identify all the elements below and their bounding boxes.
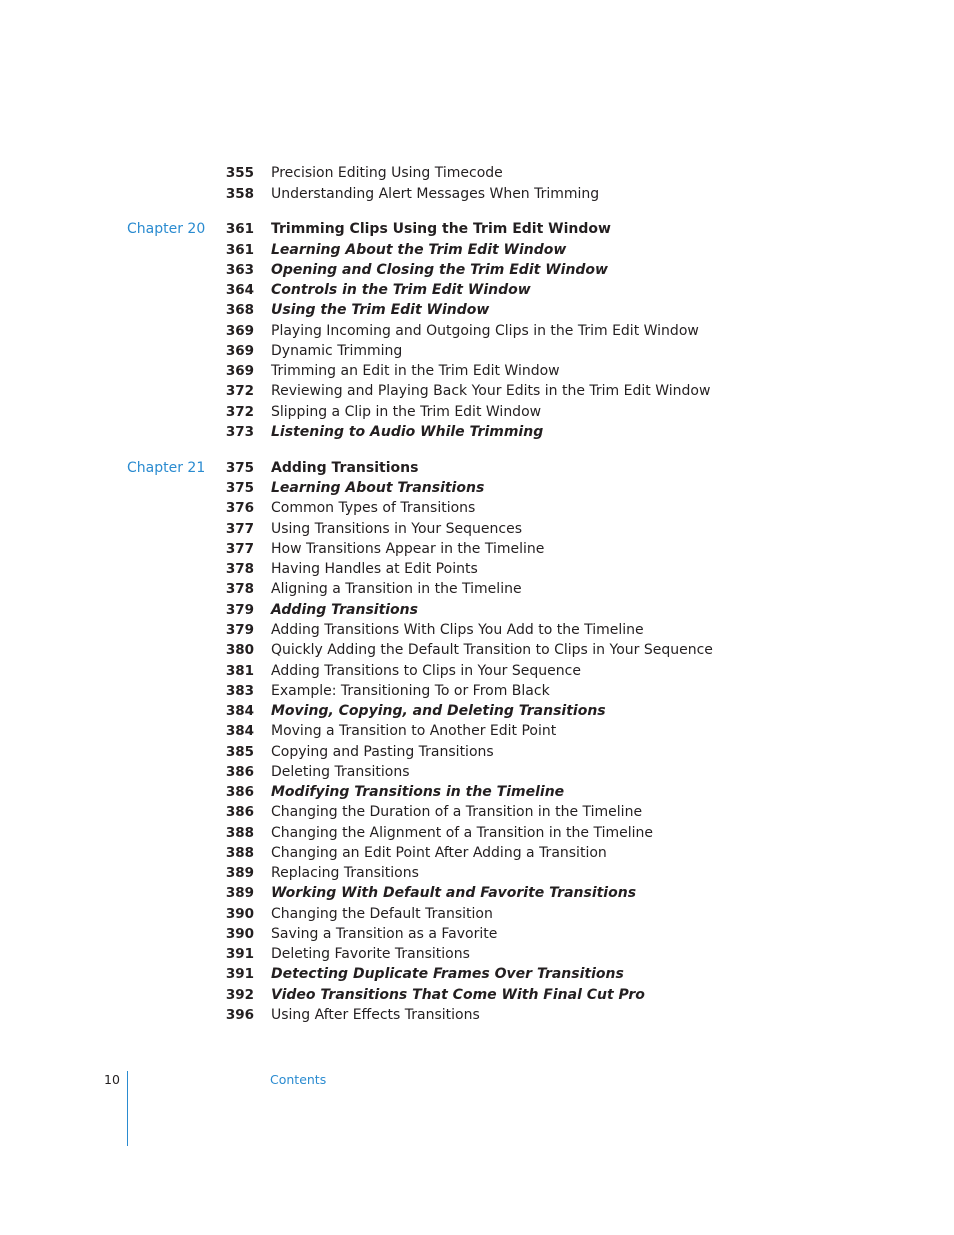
toc-entry-title[interactable]: Copying and Pasting Transitions [271, 744, 494, 760]
toc-entry-title[interactable]: Changing an Edit Point After Adding a Transition [271, 845, 607, 861]
toc-page-number: 389 [225, 865, 254, 881]
toc-page-number: 375 [225, 460, 254, 476]
toc-page-number: 392 [225, 987, 254, 1003]
toc-entry-title[interactable]: Opening and Closing the Trim Edit Window [271, 262, 608, 278]
toc-entry-row[interactable] [0, 620, 954, 640]
toc-entry-title[interactable]: Replacing Transitions [271, 865, 419, 881]
toc-entry-row[interactable] [0, 904, 954, 924]
toc-page-number: 396 [225, 1007, 254, 1023]
toc-page-number: 368 [225, 302, 254, 318]
toc-entry-row[interactable] [0, 681, 954, 701]
toc-entry-row[interactable] [0, 661, 954, 681]
toc-page-number: 389 [225, 885, 254, 901]
toc-entry-title[interactable]: Dynamic Trimming [271, 343, 403, 359]
toc-entry-row[interactable] [0, 519, 954, 539]
toc-entry-row[interactable] [0, 539, 954, 559]
toc-entry-title[interactable]: Moving, Copying, and Deleting Transitions [271, 703, 606, 719]
toc-entry-title[interactable]: Moving a Transition to Another Edit Point [271, 723, 557, 739]
toc-page-number: 386 [225, 784, 254, 800]
toc-entry-title[interactable]: Learning About Transitions [271, 480, 485, 496]
toc-entry-title[interactable]: Having Handles at Edit Points [271, 561, 478, 577]
toc-entry-row[interactable] [0, 782, 954, 802]
toc-page-number: 358 [225, 186, 254, 202]
toc-entry-row[interactable] [0, 381, 954, 401]
toc-entry-row[interactable] [0, 184, 954, 204]
toc-page-number: 361 [225, 221, 254, 237]
toc-page-number: 384 [225, 703, 254, 719]
toc-entry-row[interactable] [0, 883, 954, 903]
toc-page-number: 369 [225, 343, 254, 359]
toc-entry-title[interactable]: Video Transitions That Come With Final Cut Pro [271, 987, 645, 1003]
toc-page-number: 386 [225, 804, 254, 820]
toc-entry-title[interactable]: Adding Transitions [271, 460, 419, 476]
toc-entry-title[interactable]: Using the Trim Edit Window [271, 302, 490, 318]
toc-entry-title[interactable]: Quickly Adding the Default Transition to Clips in Your Sequence [271, 642, 713, 658]
toc-entry-title[interactable]: How Transitions Appear in the Timeline [271, 541, 545, 557]
toc-entry-row[interactable] [0, 361, 954, 381]
toc-page-number: 384 [225, 723, 254, 739]
toc-entry-title[interactable]: Adding Transitions to Clips in Your Sequence [271, 663, 581, 679]
toc-entry-title[interactable]: Working With Default and Favorite Transitions [271, 885, 637, 901]
toc-page-number: 369 [225, 323, 254, 339]
toc-entry-row[interactable] [0, 964, 954, 984]
toc-entry-row[interactable] [0, 823, 954, 843]
toc-page-number: 373 [225, 424, 254, 440]
toc-entry-title[interactable]: Trimming an Edit in the Trim Edit Window [271, 363, 560, 379]
toc-entry-row[interactable] [0, 762, 954, 782]
toc-page-number: 376 [225, 500, 254, 516]
toc-entry-title[interactable]: Changing the Default Transition [271, 906, 493, 922]
toc-entry-row[interactable] [0, 559, 954, 579]
toc-page-number: 390 [225, 906, 254, 922]
toc-page-number: 379 [225, 602, 254, 618]
toc-page-number: 375 [225, 480, 254, 496]
toc-entry-title[interactable]: Saving a Transition as a Favorite [271, 926, 498, 942]
toc-entry-title[interactable]: Slipping a Clip in the Trim Edit Window [271, 404, 542, 420]
toc-entry-row[interactable] [0, 721, 954, 741]
toc-entry-title[interactable]: Deleting Favorite Transitions [271, 946, 470, 962]
toc-entry-title[interactable]: Learning About the Trim Edit Window [271, 242, 567, 258]
toc-entry-row[interactable] [0, 280, 954, 300]
toc-page-number: 363 [225, 262, 254, 278]
toc-entry-row[interactable] [0, 701, 954, 721]
toc-page-number: 388 [225, 825, 254, 841]
toc-page-number: 377 [225, 541, 254, 557]
toc-page-number: 390 [225, 926, 254, 942]
toc-entry-row[interactable] [0, 742, 954, 762]
toc-entry-title[interactable]: Deleting Transitions [271, 764, 410, 780]
toc-entry-row[interactable] [0, 402, 954, 422]
footer-rule [127, 1071, 128, 1146]
toc-entry-row[interactable] [0, 802, 954, 822]
toc-entry-row[interactable] [0, 341, 954, 361]
toc-entry-row[interactable] [0, 478, 954, 498]
toc-entry-row[interactable] [0, 924, 954, 944]
page-number: 10 [104, 1072, 120, 1087]
toc-entry-title[interactable]: Adding Transitions With Clips You Add to the Timeline [271, 622, 644, 638]
chapter-label[interactable]: Chapter 20 [127, 221, 206, 237]
toc-entry-title[interactable]: Using After Effects Transitions [271, 1007, 480, 1023]
toc-entry-title[interactable]: Reviewing and Playing Back Your Edits in the Trim Edit Window [271, 383, 711, 399]
toc-page-number: 391 [225, 946, 254, 962]
toc-entry-row[interactable] [0, 863, 954, 883]
toc-entry-title[interactable]: Controls in the Trim Edit Window [271, 282, 531, 298]
toc-page-number: 364 [225, 282, 254, 298]
toc-entry-title[interactable]: Common Types of Transitions [271, 500, 476, 516]
toc-entry-title[interactable]: Understanding Alert Messages When Trimming [271, 186, 600, 202]
toc-page-number: 385 [225, 744, 254, 760]
toc-entry-title[interactable]: Playing Incoming and Outgoing Clips in the Trim Edit Window [271, 323, 699, 339]
chapter-label[interactable]: Chapter 21 [127, 460, 206, 476]
toc-page-number: 369 [225, 363, 254, 379]
toc-entry-title[interactable]: Changing the Duration of a Transition in the Timeline [271, 804, 643, 820]
toc-entry-title[interactable]: Example: Transitioning To or From Black [271, 683, 550, 699]
toc-chapter-row[interactable] [0, 219, 954, 239]
toc-page-number: 386 [225, 764, 254, 780]
toc-entry-title[interactable]: Detecting Duplicate Frames Over Transitions [271, 966, 624, 982]
toc-page-number: 383 [225, 683, 254, 699]
toc-page-number: 372 [225, 404, 254, 420]
toc-entry-title[interactable]: Adding Transitions [271, 602, 418, 618]
toc-page-number: 372 [225, 383, 254, 399]
toc-chapter-row[interactable] [0, 458, 954, 478]
toc-page-number: 388 [225, 845, 254, 861]
toc-page-number: 355 [225, 165, 254, 181]
toc-entry-title[interactable]: Trimming Clips Using the Trim Edit Window [271, 221, 611, 237]
toc-entry-row[interactable] [0, 600, 954, 620]
toc-page-number: 361 [225, 242, 254, 258]
toc-entry-row[interactable] [0, 985, 954, 1005]
toc-entry-row[interactable] [0, 240, 954, 260]
toc-page-number: 391 [225, 966, 254, 982]
toc-entry-row[interactable] [0, 640, 954, 660]
toc-entry-row[interactable] [0, 843, 954, 863]
toc-page-number: 377 [225, 521, 254, 537]
toc-entry-row[interactable] [0, 321, 954, 341]
toc-page-number: 378 [225, 581, 254, 597]
toc-page-number: 378 [225, 561, 254, 577]
toc-entry-row[interactable] [0, 1005, 954, 1025]
toc-page-number: 380 [225, 642, 254, 658]
toc-entry-title[interactable]: Precision Editing Using Timecode [271, 165, 503, 181]
toc-page-number: 381 [225, 663, 254, 679]
footer-section-label[interactable]: Contents [270, 1072, 327, 1087]
toc-entry-row[interactable] [0, 300, 954, 320]
toc-entry-title[interactable]: Aligning a Transition in the Timeline [271, 581, 522, 597]
toc-entry-row[interactable] [0, 163, 954, 183]
toc-entry-title[interactable]: Listening to Audio While Trimming [271, 424, 544, 440]
toc-entry-title[interactable]: Changing the Alignment of a Transition in the Timeline [271, 825, 653, 841]
toc-entry-title[interactable]: Modifying Transitions in the Timeline [271, 784, 565, 800]
toc-entry-row[interactable] [0, 498, 954, 518]
toc-entry-row[interactable] [0, 260, 954, 280]
toc-page-number: 379 [225, 622, 254, 638]
toc-entry-row[interactable] [0, 579, 954, 599]
toc-entry-row[interactable] [0, 422, 954, 442]
toc-entry-title[interactable]: Using Transitions in Your Sequences [271, 521, 522, 537]
toc-entry-row[interactable] [0, 944, 954, 964]
